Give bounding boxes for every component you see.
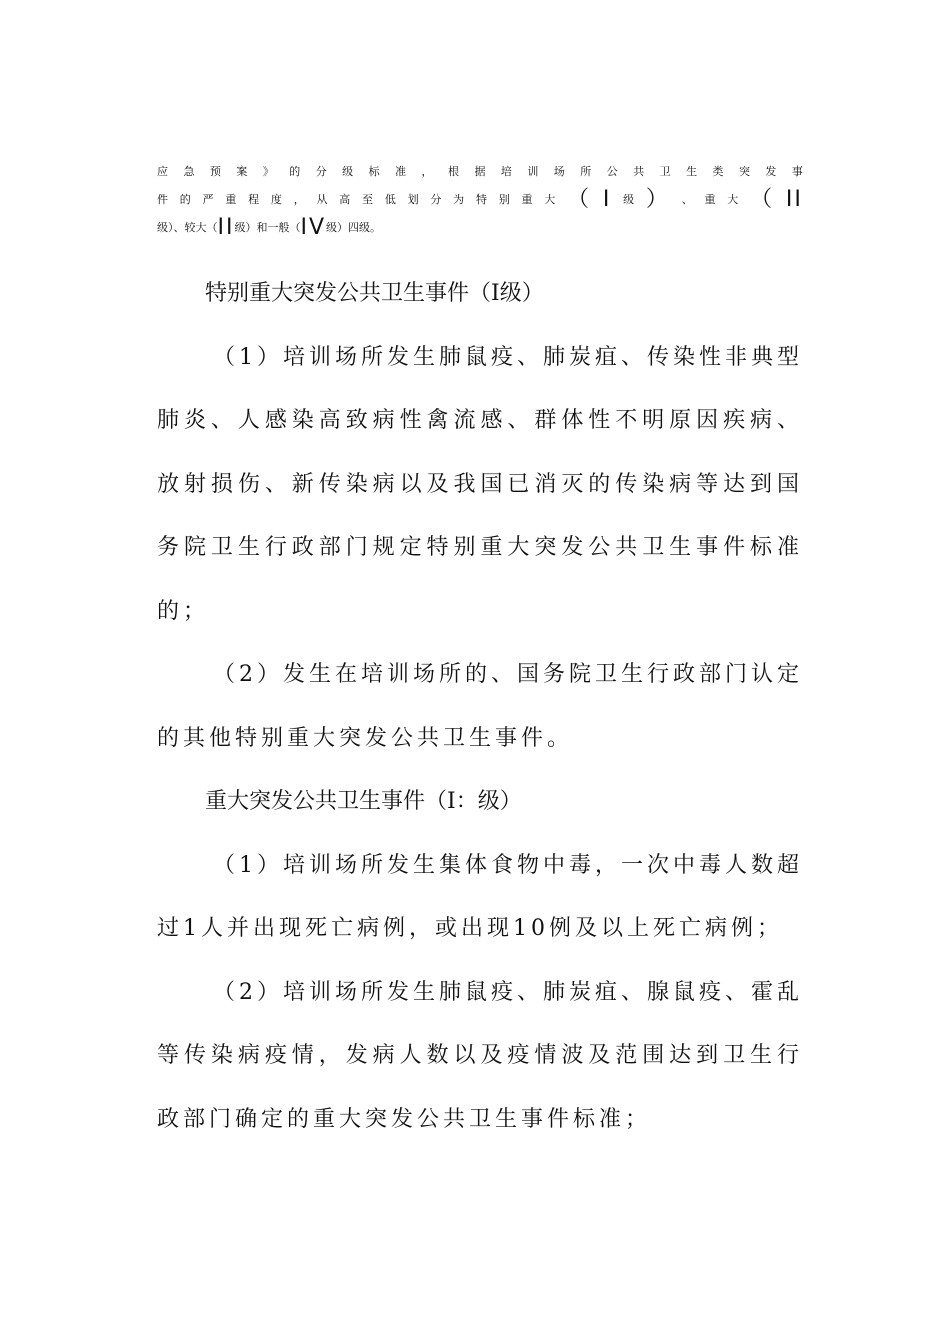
intro-line-3-text-a: 级）、较大（ <box>157 221 218 234</box>
intro-glyph: 发 <box>765 165 777 178</box>
intro-paragraph <box>157 158 803 242</box>
intro-glyph: 重 <box>521 193 533 206</box>
intro-glyph: 突 <box>738 165 750 178</box>
intro-glyph: 卫 <box>659 165 671 178</box>
intro-line-1 <box>157 158 803 186</box>
intro-glyph: 级 <box>623 193 635 206</box>
paragraph-level-2-item-1: （1）培训场所发生集体食物中毒，一次中毒人数超过1人并出现死亡病例，或出现10例及以上死亡病例； <box>157 852 803 941</box>
intro-glyph: ， <box>293 193 305 206</box>
intro-glyph: 根 <box>447 165 459 178</box>
intro-glyph: （ <box>750 187 775 212</box>
paragraph-level-1-item-2: （2）发生在培训场所的、国务院卫生行政部门认定的其他特别重大突发公共卫生事件。 <box>157 662 803 751</box>
intro-glyph: 标 <box>368 165 380 178</box>
intro-glyph: 度 <box>270 193 282 206</box>
intro-glyph: 大 <box>544 193 556 206</box>
intro-glyph: 程 <box>248 193 260 206</box>
intro-glyph: 为 <box>453 193 465 206</box>
intro-line-3 <box>157 214 803 242</box>
intro-glyph: （ <box>567 187 592 212</box>
intro-line-2 <box>157 186 803 214</box>
intro-glyph: 应 <box>157 165 168 178</box>
intro-glyph: 分 <box>430 193 442 206</box>
section-heading-level-1: 特别重大突发公共卫生事件（Ⅰ级） <box>205 281 544 306</box>
paragraph-level-2-item-2: （2）培训场所发生肺鼠疫、肺炭疽、腺鼠疫、霍乱等传染病疫情，发病人数以及疫情波及范围达到卫生行政部门确定的重大突发公共卫生事件标准； <box>157 979 803 1132</box>
intro-glyph: 预 <box>209 165 221 178</box>
intro-line-3-text-e: 级）四级。 <box>326 221 382 234</box>
intro-glyph: 公 <box>606 165 618 178</box>
document-body <box>157 262 803 1151</box>
intro-glyph: 训 <box>527 165 539 178</box>
intro-glyph: ， <box>421 165 433 178</box>
intro-glyph: 类 <box>712 165 724 178</box>
intro-glyph: 分 <box>315 165 327 178</box>
intro-glyph: 从 <box>316 193 328 206</box>
intro-glyph: 案 <box>236 165 248 178</box>
intro-glyph: 准 <box>395 165 407 178</box>
intro-glyph: 共 <box>633 165 645 178</box>
intro-glyph: 高 <box>339 193 351 206</box>
intro-glyph: 特 <box>475 193 487 206</box>
intro-glyph: 别 <box>498 193 510 206</box>
intro-glyph: 的 <box>179 193 191 206</box>
intro-glyph: 件 <box>157 193 168 206</box>
intro-glyph: 场 <box>553 165 565 178</box>
intro-glyph: 重 <box>225 193 237 206</box>
section-heading-level-2: 重大突发公共卫生事件（I：级） <box>205 789 522 814</box>
intro-glyph: II <box>785 187 803 212</box>
intro-glyph: 》 <box>262 165 274 178</box>
intro-glyph: 培 <box>500 165 512 178</box>
intro-glyph: 至 <box>362 193 374 206</box>
intro-glyph: 划 <box>407 193 419 206</box>
intro-glyph: 据 <box>474 165 486 178</box>
paragraph-level-1-item-1: （1）培训场所发生肺鼠疫、肺炭疽、传染性非典型肺炎、人感染高致病性禽流感、群体性不明原因疾病、放射损伤、新传染病以及我国已消灭的传染病等达到国务院卫生行政部门规定特别重大突发公共卫生事件标准的； <box>157 344 803 624</box>
intro-line-3-text-c: 级）和一般（ <box>234 221 301 234</box>
intro-glyph: 急 <box>183 165 195 178</box>
intro-glyph: 、 <box>681 193 693 206</box>
intro-glyph: 的 <box>289 165 301 178</box>
intro-glyph: 生 <box>686 165 698 178</box>
intro-glyph: 重 <box>704 193 716 206</box>
intro-glyph: I <box>602 187 612 212</box>
intro-glyph: 大 <box>727 193 739 206</box>
intro-glyph: 事 <box>791 165 803 178</box>
intro-glyph: ） <box>645 187 670 212</box>
intro-glyph: 所 <box>580 165 592 178</box>
intro-line-3-grade-ii: II <box>217 215 235 240</box>
intro-glyph: 级 <box>342 165 354 178</box>
intro-line-3-grade-iv: IV <box>300 215 327 240</box>
intro-glyph: 严 <box>202 193 214 206</box>
intro-glyph: 低 <box>384 193 396 206</box>
